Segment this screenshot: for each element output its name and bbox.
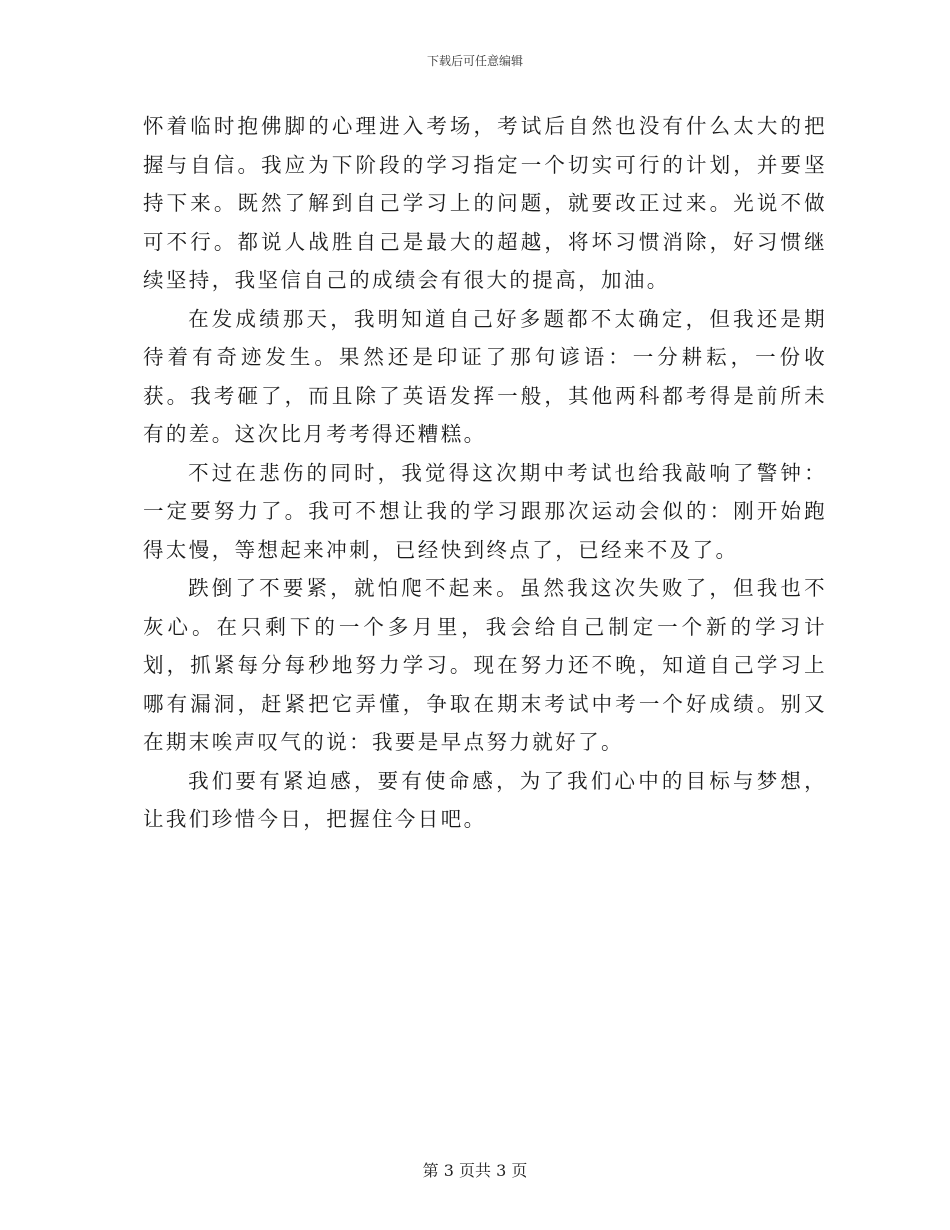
- paragraph-new-plan: 跌倒了不要紧，就怕爬不起来。虽然我这次失败了，但我也不灰心。在只剩下的一个多月里，我会给自己制定一个新的学习计划，抓紧每分每秒地努力学习。现在努力还不晚，知道自己学习上哪有漏洞，赶紧把它弄懂，争取在期末考试中考一个好成绩。别又在期末唉声叹气的说：我要是早点努力就好了。: [143, 576, 827, 754]
- page-number: 第 3 页共 3 页: [422, 1161, 528, 1180]
- paragraph-continuation: 怀着临时抱佛脚的心理进入考场，考试后自然也没有什么太大的把握与自信。我应为下阶段的学习指定一个切实可行的计划，并要坚持下来。既然了解到自己学习上的问题，就要改正过来。光说不做可不行。都说人战胜自己是最大的超越，将坏习惯消除，好习惯继续坚持，我坚信自己的成绩会有很大的提高，加油。: [143, 114, 827, 292]
- page-header-note: 下载后可任意编辑: [426, 54, 523, 68]
- paragraph-wake-up-call: 不过在悲伤的同时，我觉得这次期中考试也给我敲响了警钟：一定要努力了。我可不想让我的学习跟那次运动会似的：刚开始跑得太慢，等想起来冲刺，已经快到终点了，已经来不及了。: [143, 460, 827, 562]
- paragraph-conclusion: 我们要有紧迫感，要有使命感，为了我们心中的目标与梦想，让我们珍惜今日，把握住今日吧。: [143, 768, 827, 831]
- paragraph-results-day: 在发成绩那天，我明知道自己好多题都不太确定，但我还是期待着有奇迹发生。果然还是印证了那句谚语：一分耕耘，一份收获。我考砸了，而且除了英语发挥一般，其他两科都考得是前所未有的差。这次比月考考得还糟糕。: [143, 306, 827, 446]
- document-body: [143, 107, 827, 839]
